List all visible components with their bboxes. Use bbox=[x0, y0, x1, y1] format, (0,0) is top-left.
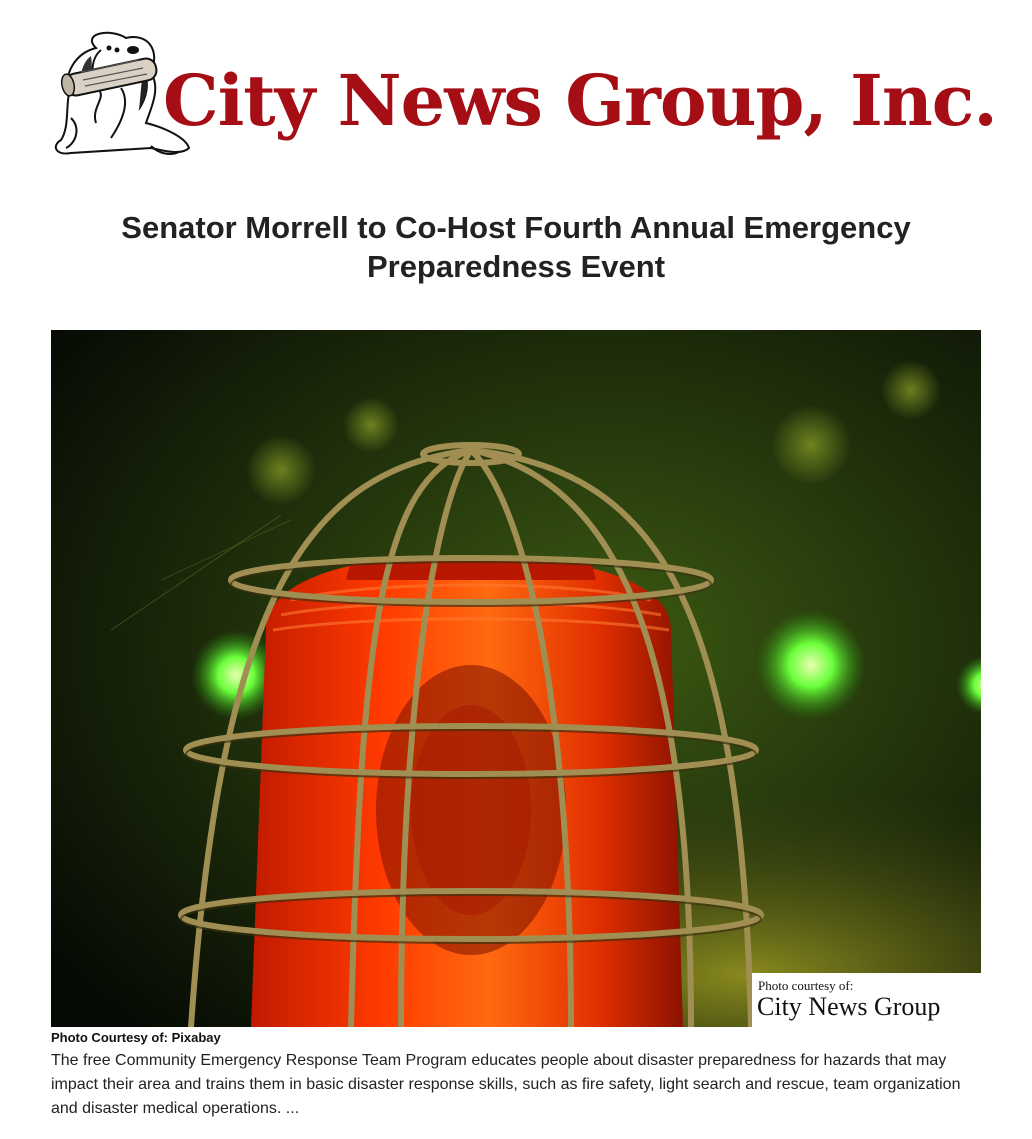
emergency-beacon-photo bbox=[51, 330, 981, 1027]
photo-watermark bbox=[752, 973, 981, 1027]
article-summary[interactable]: The free Community Emergency Response Team Program educates people about disaster preparedness for hazards that may impact their area and trains them in basic disaster response skills, such as fire safety, light search and rescue, team organization and disaster medical operations. ... bbox=[51, 1052, 961, 1117]
watermark-brand: City News Group bbox=[757, 992, 941, 1021]
article-headline[interactable]: Senator Morrell to Co-Host Fourth Annual Emergency Preparedness Event bbox=[121, 210, 911, 284]
article-photo[interactable] bbox=[51, 330, 981, 1027]
brand-name[interactable]: City News Group, Inc. bbox=[163, 59, 997, 142]
watermark-caption: Photo courtesy of: bbox=[758, 978, 854, 993]
masthead bbox=[51, 28, 997, 173]
photo-credit: Photo Courtesy of: Pixabay bbox=[51, 1030, 221, 1045]
